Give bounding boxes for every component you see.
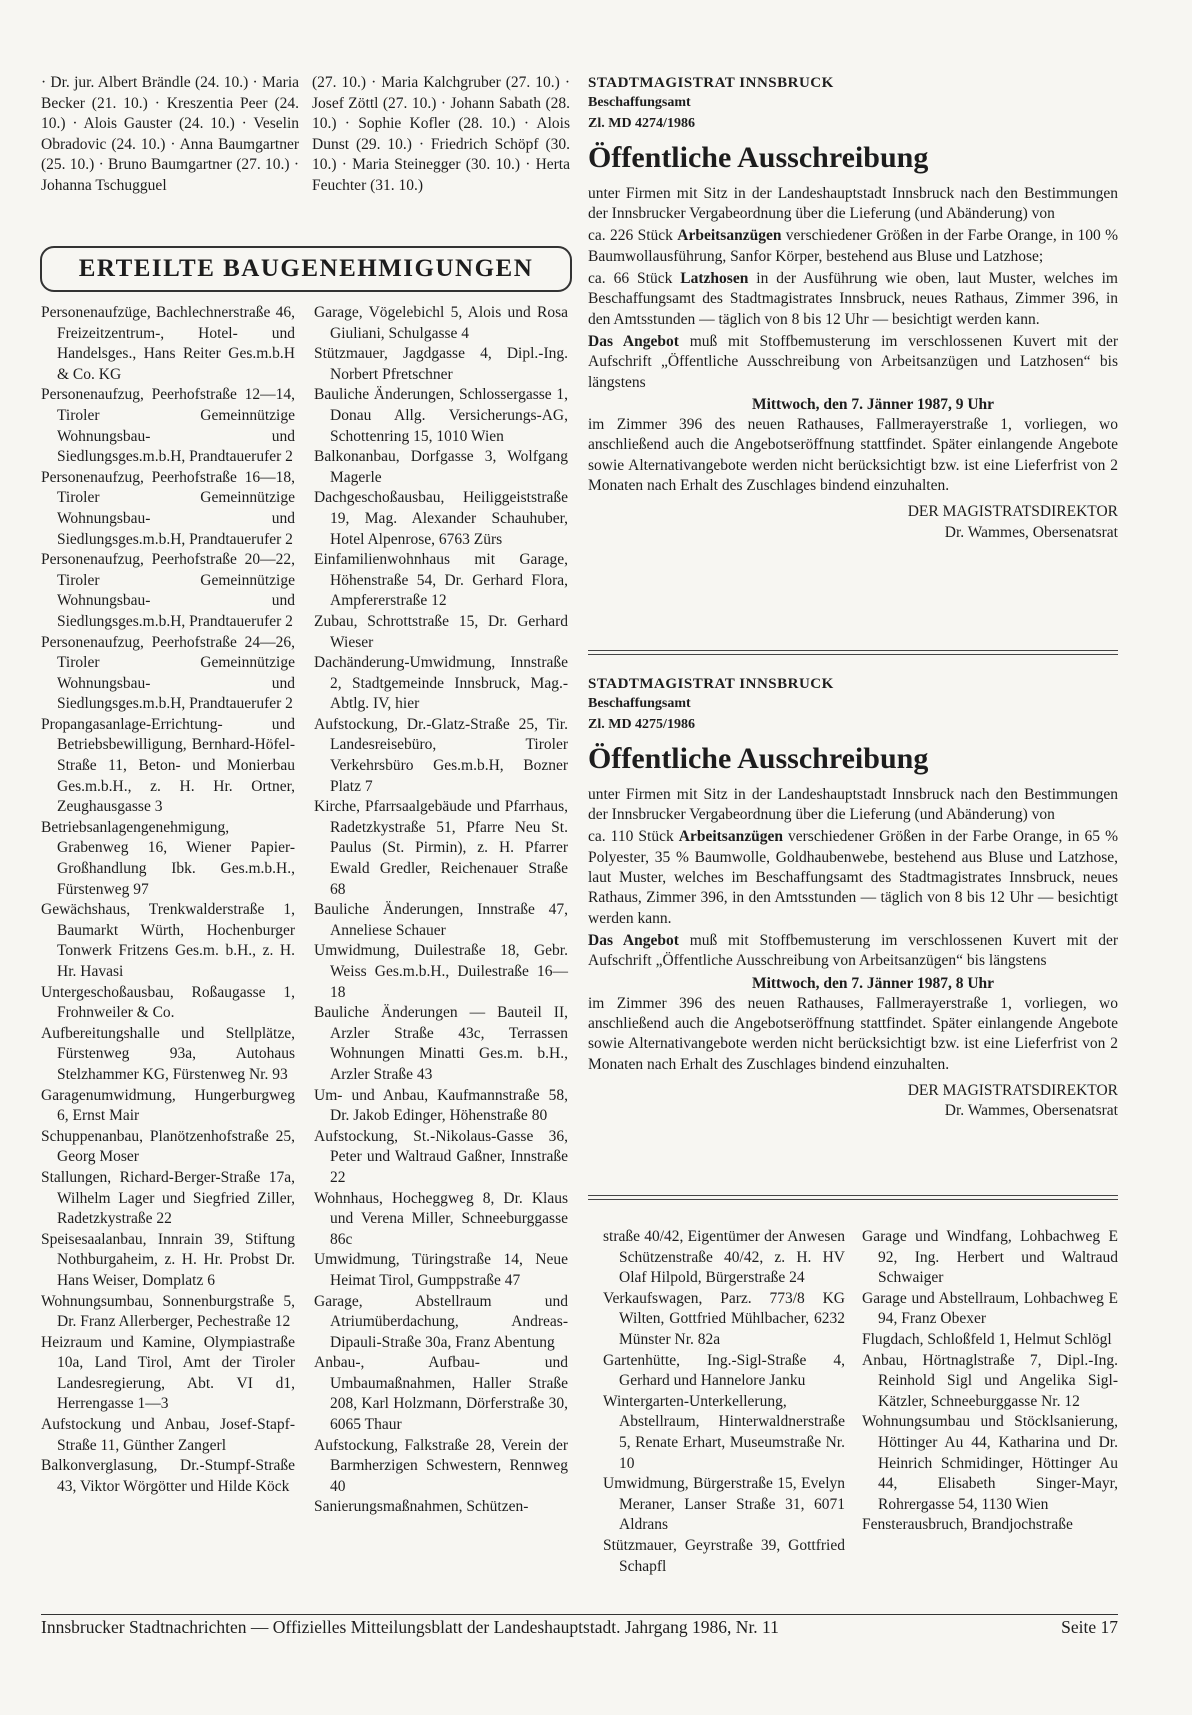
permits-column-1 (41, 303, 295, 1497)
permit-entry: Speisesaalanbau, Innrain 39, Stiftung Nothburgaheim, z. H. Hr. Probst Dr. Hans Weiser, Domplatz 6 (41, 1230, 295, 1289)
permit-entry: Anbau-, Aufbau- und Umbaumaßnahmen, Haller Straße 208, Karl Holzmann, Dörferstraße 30, 6065 Thaur (314, 1354, 568, 1434)
notice-deadline: Mittwoch, den 7. Jänner 1987, 8 Uhr (751, 974, 995, 992)
permit-entry: Aufbereitungshalle und Stellplätze, Fürstenweg 93a, Autohaus Stelzhammer KG, Fürstenweg Nr. 93 (41, 1024, 295, 1083)
permit-entry: Garagenumwidmung, Hungerburgweg 6, Ernst Mair (41, 1086, 295, 1125)
notice-closing: im Zimmer 396 des neuen Rathauses, Fallmerayerstraße 1, vorliegen, wo anschließend auch die Angebotseröffnung stattfindet. Später einlangende Angebote sowie Alternativangebote werden nicht berücksichtigt bzw. ist eine Lieferfrist von 2 Monaten nach Erhalt des Zuschlages bindend einzuhalten. (588, 416, 1118, 495)
permit-entry: Verkaufswagen, Parz. 773/8 KG Wilten, Gottfried Mühlbacher, 6232 Münster Nr. 82a (603, 1289, 845, 1348)
permit-entry: Dachänderung-Umwidmung, Innstraße 2, Stadtgemeinde Innsbruck, Mag.-Abtlg. IV, hier (314, 654, 568, 713)
permit-entry: Anbau, Hörtnaglstraße 7, Dipl.-Ing. Reinhold Sigl und Angelika Sigl-Kätzler, Schneeburggasse Nr. 12 (862, 1351, 1118, 1410)
item-name: Latzhosen (680, 270, 749, 288)
permit-entry: Gartenhütte, Ing.-Sigl-Straße 4, Gerhard und Hannelore Janku (603, 1351, 845, 1390)
permits-column-2 (314, 303, 568, 1518)
notice-title: Öffentliche Ausschreibung (588, 140, 929, 174)
birthday-list-text: · Dr. jur. Albert Brändle (24. 10.) · Maria Becker (21. 10.) · Kreszentia Peer (24. 10.) · Alois Gauster (24. 10.) · Veselin Obradovic (24. 10.) · Anna Baumgartner (25. 10.) · Bruno Baumgartner (27. 10.) · Johanna Tschugguel (41, 74, 299, 194)
permit-entry: Umwidmung, Duilestraße 18, Gebr. Weiss Ges.m.b.H., Duilestraße 16—18 (314, 942, 568, 1001)
permit-entry: Stallungen, Richard-Berger-Straße 17a, Wilhelm Lager und Siegfried Ziller, Radetzkystraße 22 (41, 1168, 295, 1228)
notice-organization: STADTMAGISTRAT INNSBRUCK (588, 676, 834, 692)
permit-entry: Personenaufzug, Peerhofstraße 12—14, Tiroler Gemeinnützige Wohnungsbau- und Siedlungsges.m.b.H, Prandtauerufer 2 (41, 386, 295, 466)
notice-item-1 (588, 226, 1118, 267)
notice-title: Öffentliche Ausschreibung (588, 741, 929, 775)
notice-deadline: Mittwoch, den 7. Jänner 1987, 9 Uhr (751, 395, 995, 413)
signer-name: Dr. Wammes, Obersenatsrat (944, 1102, 1118, 1120)
permit-entry: Garage und Windfang, Lohbachweg E 92, Ing. Herbert und Waltraud Schwaiger (862, 1228, 1118, 1287)
permit-entry: Propangasanlage-Errichtung- und Betriebsbewilligung, Bernhard-Höfel-Straße 11, Beton- und Monierbau Ges.m.b.H., z. H. Hr. Ortner, Zeughausgasse 3 (41, 715, 295, 816)
divider-rule (588, 654, 1118, 655)
permit-entry: Zubau, Schrottstraße 15, Dr. Gerhard Wieser (314, 612, 568, 651)
birthday-list-col-1 (41, 73, 299, 197)
permit-entry: Garage und Abstellraum, Lohbachweg E 94, Franz Obexer (862, 1289, 1118, 1328)
notice-intro: unter Firmen mit Sitz in der Landeshauptstadt Innsbruck nach den Bestimmungen der Innsbrucker Vergabeordnung über die Lieferung (und Abänderung) von (588, 785, 1118, 824)
notice-item-2 (588, 269, 1118, 330)
permit-entry: Aufstockung und Anbau, Josef-Stapf-Straße 11, Günther Zangerl (41, 1416, 295, 1454)
permit-entry: Kirche, Pfarrsaalgebäude und Pfarrhaus, Radetzkystraße 51, Pfarre Neu St. Paulus (St. Pirmin), z. H. Pfarrer Ewald Gredler, Reichenauer Straße 68 (314, 798, 568, 898)
notice-organization: STADTMAGISTRAT INNSBRUCK (588, 75, 834, 91)
birthday-list-col-2 (312, 73, 570, 197)
item-qty: ca. 110 Stück (588, 828, 679, 846)
permit-entry: Stützmauer, Jagdgasse 4, Dipl.-Ing. Norbert Pfretschner (314, 345, 568, 383)
section-heading: ERTEILTE BAUGENEHMIGUNGEN (78, 255, 534, 282)
permit-entry: Schuppenanbau, Planötzenhofstraße 25, Georg Moser (41, 1127, 295, 1166)
permit-entry: Personenaufzug, Peerhofstraße 16—18, Tiroler Gemeinnützige Wohnungsbau- und Siedlungsges.m.b.H, Prandtauerufer 2 (41, 468, 295, 548)
publication-line: Innsbrucker Stadtnachrichten — Offizielles Mitteilungsblatt der Landeshauptstadt. Jahrgang 1986, Nr. 11 (41, 1617, 779, 1637)
birthday-list-text: (27. 10.) · Maria Kalchgruber (27. 10.) · Josef Zöttl (27. 10.) · Johann Sabath (28. 10.) · Sophie Kofler (28. 10.) · Alois Dunst (29. 10.) · Friedrich Schöpf (30. 10.) · Maria Steinegger (30. 10.) · Herta Feuchter (31. 10.) (312, 74, 570, 194)
divider-rule (588, 650, 1118, 651)
permit-entry: straße 40/42, Eigentümer der Anwesen Schützenstraße 40/42, z. H. HV Olaf Hilpold, Bürgerstraße 24 (603, 1228, 845, 1287)
signer-title: DER MAGISTRATSDIREKTOR (907, 1082, 1118, 1100)
item-name: Arbeitsanzügen (678, 828, 783, 846)
permit-entry: Balkonanbau, Dorfgasse 3, Wolfgang Magerle (314, 448, 568, 486)
permit-entry: Personenaufzüge, Bachlechnerstraße 46, Freizeitzentrum-, Hotel- und Handelsges., Hans Reiter Ges.m.b.H & Co. KG (41, 304, 295, 383)
permit-entry: Untergeschoßausbau, Roßaugasse 1, Frohnweiler & Co. (41, 983, 295, 1022)
permit-entry: Stützmauer, Geyrstraße 39, Gottfried Schapfl (603, 1536, 845, 1575)
notice-department: Beschaffungsamt (588, 696, 691, 712)
permit-entry: Umwidmung, Türingstraße 14, Neue Heimat Tirol, Gumppstraße 47 (314, 1251, 568, 1289)
offer-label: Das Angebot (588, 332, 679, 350)
permit-entry: Balkonverglasung, Dr.-Stumpf-Straße 43, Viktor Wörgötter und Hilde Köck (41, 1457, 295, 1495)
permit-entry: Garage, Abstellraum und Atriumüberdachung, Andreas-Dipauli-Straße 30a, Franz Abentung (314, 1292, 568, 1351)
permit-entry: Garage, Vögelebichl 5, Alois und Rosa Giuliani, Schulgasse 4 (314, 304, 568, 342)
permit-entry: Wohnhaus, Hocheggweg 8, Dr. Klaus und Verena Miller, Schneeburggasse 86c (314, 1189, 568, 1248)
item-name: Arbeitsanzügen (677, 227, 782, 245)
notice-offer (588, 332, 1118, 393)
tender-notice-1 (588, 73, 1118, 543)
permit-entry: Heizraum und Kamine, Olympiastraße 10a, Land Tirol, Amt der Tiroler Landesregierung, Abt. VI d1, Herrengasse 1—3 (41, 1333, 295, 1413)
page-footer (41, 1614, 1118, 1638)
section-heading-box (40, 246, 572, 292)
offer-text: muß mit Stoffbemusterung im verschlossenen Kuvert mit der Aufschrift „Öffentliche Ausschreibung von Arbeitsanzügen“ bis längstens (588, 931, 1118, 970)
divider-rule (588, 1199, 1118, 1200)
notice-reference: Zl. MD 4274/1986 (588, 115, 695, 131)
permit-entry: Aufstockung, Falkstraße 28, Verein der Barmherzigen Schwestern, Rennweg 40 (314, 1436, 568, 1495)
permit-entry: Bauliche Änderungen, Innstraße 47, Anneliese Schauer (314, 901, 568, 939)
permit-entry: Einfamilienwohnhaus mit Garage, Höhenstraße 54, Dr. Gerhard Flora, Ampfererstraße 12 (314, 551, 568, 610)
permit-entry: Bauliche Änderungen — Bauteil II, Arzler Straße 43c, Terrassen Wohnungen Minatti Ges.m. b.H., Arzler Straße 43 (314, 1004, 568, 1083)
permit-entry: Betriebsanlagengenehmigung, Grabenweg 16, Wiener Papier-Großhandlung Ibk. Ges.m.b.H., Fürstenweg 97 (41, 818, 295, 898)
permit-entry: Dachgeschoßausbau, Heiliggeiststraße 19, Mag. Alexander Schauhuber, Hotel Alpenrose, 6763 Zürs (314, 489, 568, 548)
permit-entry: Wohnungsumbau, Sonnenburgstraße 5, Dr. Franz Allerberger, Pechestraße 12 (41, 1292, 295, 1331)
permit-entry: Wintergarten-Unterkellerung, Abstellraum, Hinterwaldnerstraße 5, Renate Erhart, Museumstraße Nr. 10 (603, 1392, 845, 1472)
permit-entry: Umwidmung, Bürgerstraße 15, Evelyn Meraner, Lanser Straße 31, 6071 Aldrans (603, 1475, 845, 1534)
permit-entry: Personenaufzug, Peerhofstraße 20—22, Tiroler Gemeinnützige Wohnungsbau- und Siedlungsges.m.b.H, Prandtauerufer 2 (41, 551, 295, 630)
permit-entry: Sanierungsmaßnahmen, Schützen- (314, 1498, 529, 1516)
item-qty: ca. 66 Stück (588, 270, 681, 288)
signer-title: DER MAGISTRATSDIREKTOR (907, 503, 1118, 521)
permit-entry: Aufstockung, Dr.-Glatz-Straße 25, Tir. Landesreisebüro, Tiroler Verkehrsbüro Ges.m.b.H, Bozner Platz 7 (314, 715, 568, 795)
tender-notice-2 (588, 674, 1118, 1122)
item-qty: ca. 226 Stück (588, 227, 678, 245)
page-number: Seite 17 (1061, 1617, 1118, 1637)
notice-closing: im Zimmer 396 des neuen Rathauses, Fallmerayerstraße 1, vorliegen, wo anschließend auch die Angebotseröffnung stattfindet. Später einlangende Angebote sowie Alternativangebote werden nicht berücksichtigt bzw. ist eine Lieferfrist von 2 Monaten nach Erhalt des Zuschlages bindend einzuhalten. (588, 994, 1118, 1073)
offer-label: Das Angebot (588, 931, 679, 949)
notice-department: Beschaffungsamt (588, 95, 691, 111)
permit-entry: Flugdach, Schloßfeld 1, Helmut Schlögl (862, 1330, 1112, 1348)
permit-entry: Wohnungsumbau und Stöcklsanierung, Höttinger Au 44, Katharina und Dr. Heinrich Schmidinger, Höttinger Au 44, Elisabeth Singer-Mayr, Rohrergasse 54, 1130 Wien (862, 1413, 1118, 1513)
permit-entry: Aufstockung, St.-Nikolaus-Gasse 36, Peter und Waltraud Gaßner, Innstraße 22 (314, 1127, 568, 1186)
notice-item-1 (588, 827, 1118, 928)
permit-entry: Personenaufzug, Peerhofstraße 24—26, Tiroler Gemeinnützige Wohnungsbau- und Siedlungsges.m.b.H, Prandtauerufer 2 (41, 633, 295, 713)
item-desc: verschiedener Größen in der Farbe Orange, in 100 % Baumwollausführung, Sanfor Körper, bestehend aus Bluse und Latzhose; (588, 227, 1118, 265)
permit-entry: Fensterausbruch, Brandjochstraße (862, 1516, 1073, 1534)
notice-reference: Zl. MD 4275/1986 (588, 716, 695, 732)
divider-rule (588, 1195, 1118, 1196)
item-desc: in der Ausführung wie oben, laut Muster, welches im Beschaffungsamt des Stadtmagistrates Innsbruck, neues Rathaus, Zimmer 396, in den Amtsstunden — täglich von 8 bis 12 Uhr — besichtigt werden kann. (588, 270, 1118, 328)
notice-offer (588, 931, 1118, 972)
permits-column-3 (603, 1227, 845, 1577)
permit-entry: Um- und Anbau, Kaufmannstraße 58, Dr. Jakob Edinger, Höhenstraße 80 (314, 1086, 568, 1125)
item-desc: verschiedener Größen in der Farbe Orange, in 65 % Polyester, 35 % Baumwolle, Goldhaubenwebe, bestehend aus Bluse und Latzhose, laut Muster, welches im Beschaffungsamt des Stadtmagistrates Innsbruck, neues Rathaus, Zimmer 396, in den Amtsstunden — täglich von 8 bis 12 Uhr — besichtigt werden kann. (588, 828, 1118, 927)
permit-entry: Gewächshaus, Trenkwalderstraße 1, Baumarkt Würth, Hochenburger Tonwerk Fritzens Ges.m. b.H., z. H. Hr. Havasi (41, 901, 295, 980)
offer-text: muß mit Stoffbemusterung im verschlossenen Kuvert mit der Aufschrift „Öffentliche Ausschreibung von Arbeitsanzügen und Latzhosen“ bis längstens (588, 332, 1118, 391)
signer-name: Dr. Wammes, Obersenatsrat (944, 523, 1118, 541)
notice-intro: unter Firmen mit Sitz in der Landeshauptstadt Innsbruck nach den Bestimmungen der Innsbrucker Vergabeordnung über die Lieferung (und Abänderung) von (588, 184, 1118, 223)
permit-entry: Bauliche Änderungen, Schlossergasse 1, Donau Allg. Versicherungs-AG, Schottenring 15, 1010 Wien (314, 386, 568, 445)
permits-column-4 (862, 1227, 1118, 1536)
